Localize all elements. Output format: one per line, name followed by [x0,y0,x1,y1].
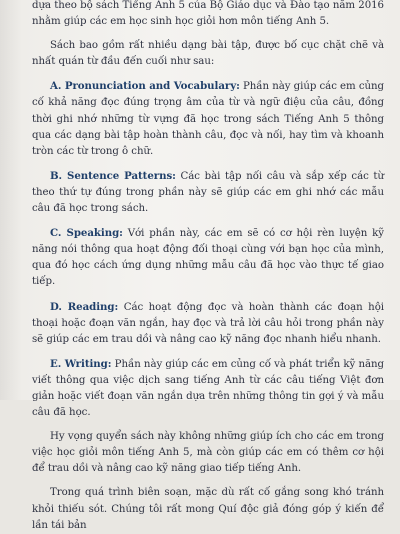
paragraph-reading: D. Reading: Các hoạt động đọc và hoàn thành các đoạn hội thoại hoặc đoạn văn ngắn, hay đọc và trả lời câu hỏi trong phần này sẽ giúp các em trau dồi và nâng cao kỹ năng đọc nhanh hiểu nhanh. [32,300,384,345]
paragraph-speaking: C. Speaking: Với phần này, các em sẽ có cơ hội rèn luyện kỹ năng nói thông qua hoạt động đối thoại cùng với bạn học của mình, qua đó học cách ứng dụng những mẫu câu đã học vào thực tế giao tiếp. [32,227,384,288]
section-heading-e: E. Writing: [50,357,112,370]
page-gutter-shadow [0,0,22,400]
paragraph-closing: Trong quá trình biên soạn, mặc dù rất cố gắng song khó tránh khỏi thiếu sót. Chúng tôi rất mong Quí độc giả đóng góp ý kiến để lần tái bản [32,487,384,531]
paragraph-pronunciation-vocabulary: A. Pronunciation and Vocabulary: Phần này giúp các em củng cố khả năng đọc đúng trọng âm của từ và ngữ điệu của câu, đồng thời ghi nhớ những từ vựng đã học trong sách Tiếng Anh 5 thông qua các dạng bài tập hoàn thành câu, đọc và nối, hay tìm và khoanh tròn các từ trong ô chữ. [32,80,384,157]
section-heading-c: C. Speaking: [50,227,123,240]
paragraph-sentence-patterns: B. Sentence Patterns: Các bài tập nối câu và sắp xếp các từ theo thứ tự đúng trong phần này sẽ giúp các em ghi nhớ các mẫu câu đã học trong sách. [32,169,384,215]
paragraph-writing: E. Writing: Phần này giúp các em củng cố và phát triển kỹ năng viết thông qua việc dịch sang tiếng Anh từ các câu tiếng Việt đơn giản hoặc viết đoạn văn ngắn dựa trên những thông tin gợi ý và mẫu câu đã học. [32,357,384,419]
section-heading-d: D. Reading: [50,300,119,313]
paragraph-hope: Hy vọng quyển sách này không những giúp ích cho các em trong việc học giỏi môn tiếng Anh 5, mà còn giúp các em có thêm cơ hội để trau dồi và nâng cao kỹ năng giao tiếp tiếng Anh. [32,431,384,475]
preface-text [32,0,384,534]
section-heading-a: A. Pronunciation and Vocabulary: [50,80,240,93]
section-heading-b: B. Sentence Patterns: [50,169,176,182]
paragraph-intro-continuation: dựa theo bộ sách Tiếng Anh 5 của Bộ Giáo dục và Đào tạo năm 2016 nhằm giúp các em học sinh học giỏi hơn môn tiếng Anh 5. [32,0,384,28]
paragraph-structure: Sách bao gồm rất nhiều dạng bài tập, được bố cục chặt chẽ và nhất quán từ đầu đến cuối như sau: [32,40,384,68]
